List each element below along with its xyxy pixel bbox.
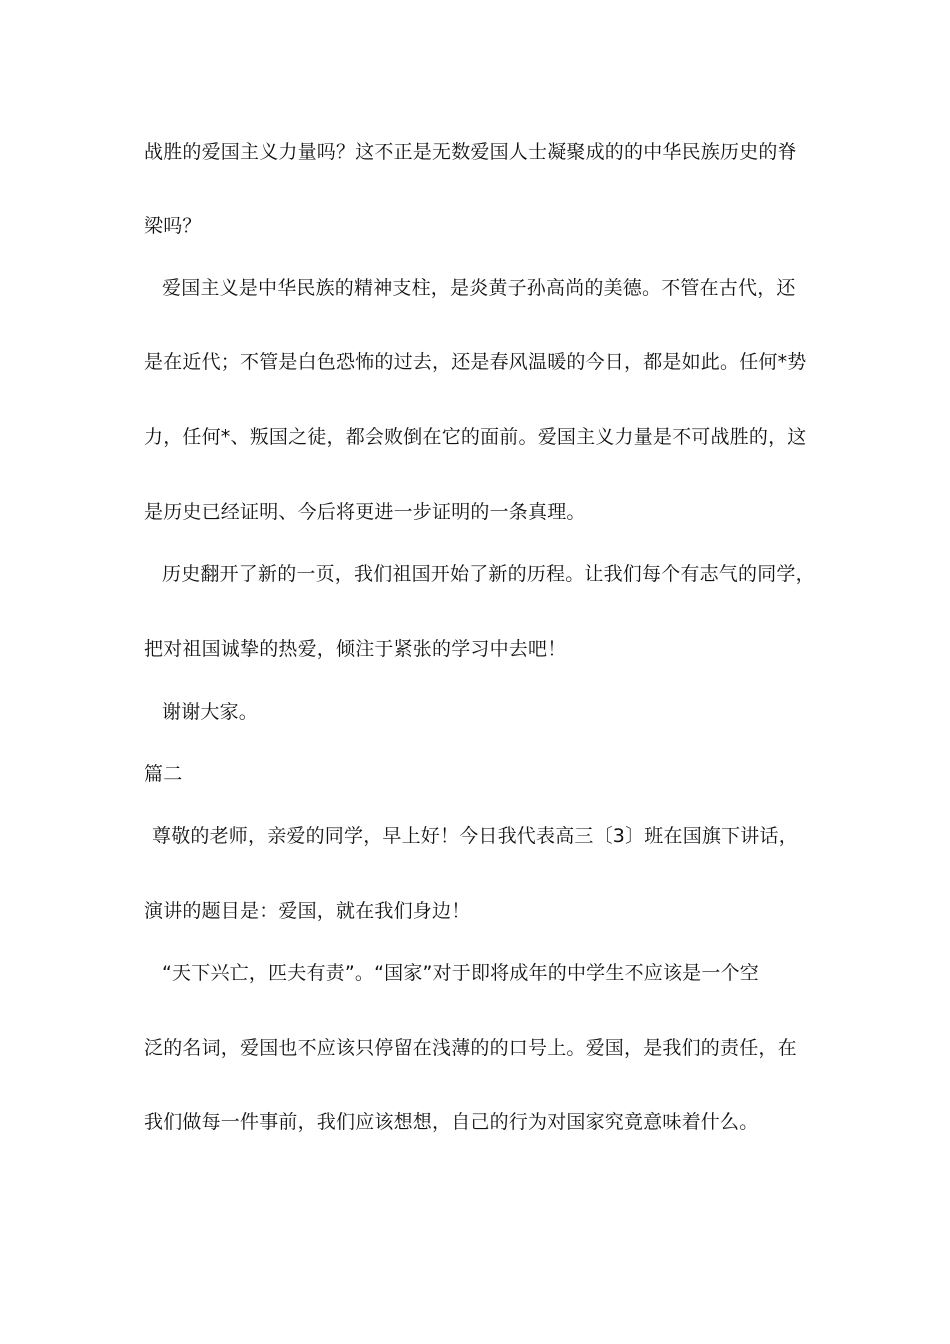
paragraph-2-line-3: 力，任何*、叛国之徒，都会败倒在它的面前。爱国主义力量是不可战胜的，这: [144, 426, 807, 448]
paragraph-3-line-1: 历史翻开了新的一页，我们祖国开始了新的历程。让我们每个有志气的同学，: [162, 563, 815, 585]
paragraph-4-line-1: 谢谢大家。: [162, 701, 259, 723]
paragraph-2-line-2: 是在近代；不管是白色恐怖的过去，还是春风温暖的今日，都是如此。任何*势: [144, 351, 807, 373]
paragraph-1-line-1: 战胜的爱国主义力量吗？这不正是无数爱国人士凝聚成的的中华民族历史的脊: [144, 141, 797, 163]
paragraph-6-line-1: “天下兴亡，匹夫有责”。“国家”对于即将成年的中学生不应该是一个空: [162, 962, 759, 984]
paragraph-2-line-1: 爱国主义是中华民族的精神支柱，是炎黄子孙高尚的美德。不管在古代，还: [162, 277, 796, 299]
paragraph-1-line-2: 梁吗？: [144, 215, 202, 237]
section-heading: 篇二: [144, 763, 183, 785]
paragraph-5-line-2: 演讲的题目是：爱国，就在我们身边！: [144, 900, 471, 922]
paragraph-2-line-4: 是历史已经证明、今后将更进一步证明的一条真理。: [144, 501, 586, 523]
paragraph-6-line-3: 我们做每一件事前，我们应该想想，自己的行为对国家究竟意味着什么。: [144, 1111, 759, 1133]
paragraph-5-line-1: 尊敬的老师，亲爱的同学，早上好！今日我代表高三〔3〕班在国旗下讲话，: [152, 825, 798, 847]
paragraph-3-line-2: 把对祖国诚挚的热爱，倾注于紧张的学习中去吧！: [144, 638, 567, 660]
paragraph-6-line-2: 泛的名词，爱国也不应该只停留在浅薄的的口号上。爱国，是我们的责任，在: [144, 1037, 797, 1059]
